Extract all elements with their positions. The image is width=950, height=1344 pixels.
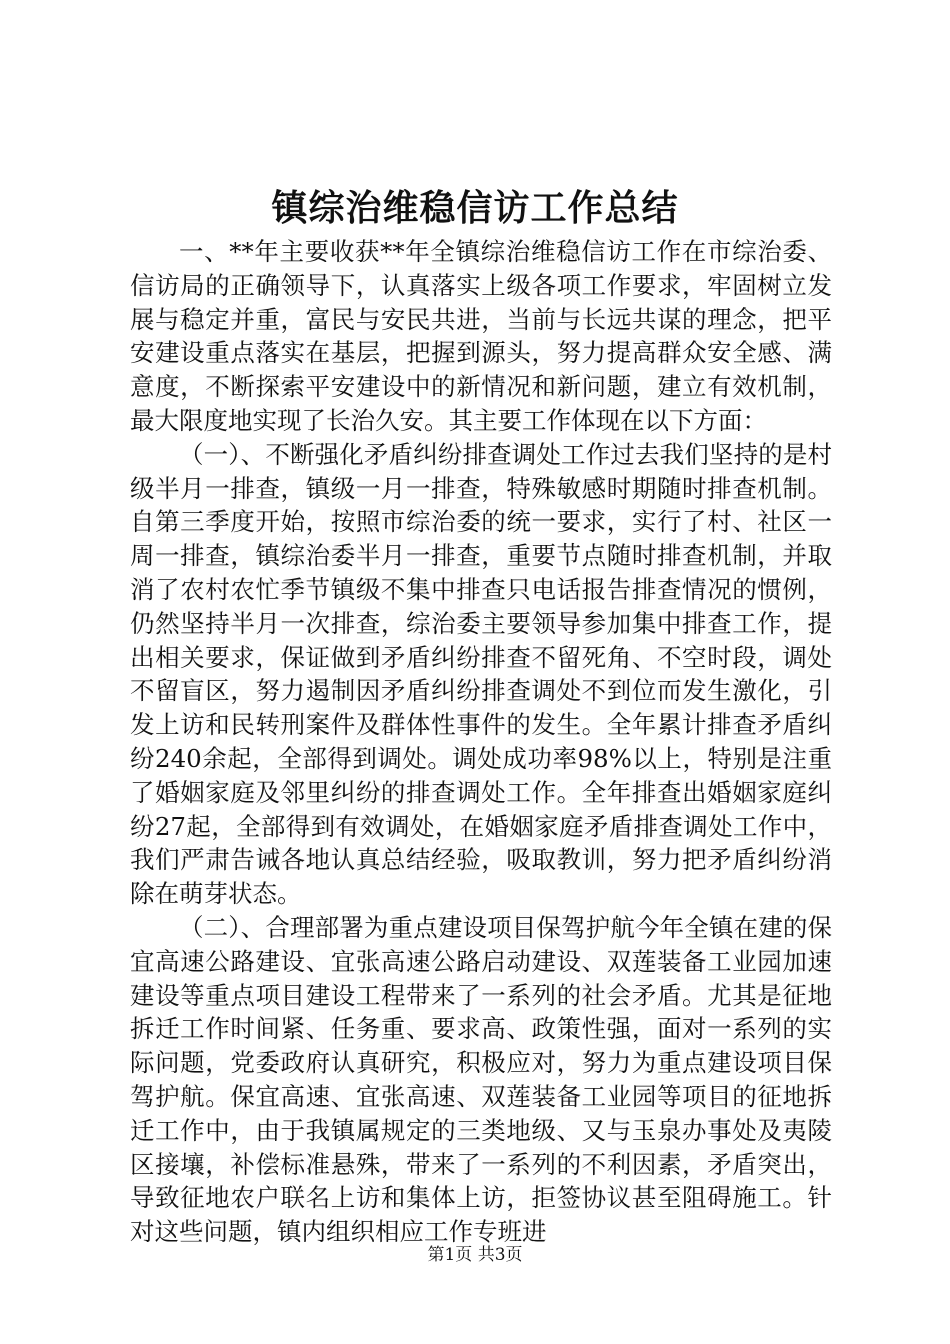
document-body xyxy=(130,235,832,1249)
paragraph-dispute-mediation: （一）、不断强化矛盾纠纷排查调处工作过去我们坚持的是村级半月一排查，镇级一月一排查，特殊敏感时期随时排查机制。自第三季度开始，按照市综治委的统一要求，实行了村、社区一周一排查，镇综治委半月一排查，重要节点随时排查机制，并取消了农村农忙季节镇级不集中排查只电话报告排查情况的惯例，仍然坚持半月一次排查，综治委主要领导参加集中排查工作，提出相关要求，保证做到矛盾纠纷排查不留死角、不空时段，调处不留盲区，努力遏制因矛盾纠纷排查调处不到位而发生激化，引发上访和民转刑案件及群体性事件的发生。全年累计排查矛盾纠纷240余起，全部得到调处。调处成功率98%以上，特别是注重了婚姻家庭及邻里纠纷的排查调处工作。全年排查出婚姻家庭纠纷27起，全部得到有效调处，在婚姻家庭矛盾排查调处工作中，我们严肃告诫各地认真总结经验，吸取教训，努力把矛盾纠纷消除在萌芽状态。 xyxy=(130,439,832,909)
paragraph-summary: 一、**年主要收获**年全镇综治维稳信访工作在市综治委、信访局的正确领导下，认真落实上级各项工作要求，牢固树立发展与稳定并重，富民与安民共进，当前与长远共谋的理念，把平安建设重点落实在基层，把握到源头，努力提高群众安全感、满意度，不断探索平安建设中的新情况和新问题，建立有效机制，最大限度地实现了长治久安。其主要工作体现在以下方面： xyxy=(130,237,832,435)
document-title: 镇综治维稳信访工作总结 xyxy=(271,187,679,229)
page-footer: 第1页 共3页 xyxy=(427,1245,523,1265)
paragraph-key-projects: （二）、合理部署为重点建设项目保驾护航今年全镇在建的保宜高速公路建设、宜张高速公路启动建设、双莲装备工业园加速建设等重点项目建设工程带来了一系列的社会矛盾。尤其是征地拆迁工作时间紧、任务重、要求高、政策性强，面对一系列的实际问题，党委政府认真研究，积极应对，努力为重点建设项目保驾护航。保宜高速、宜张高速、双莲装备工业园等项目的征地拆迁工作中，由于我镇属规定的三类地级、又与玉泉办事处及夷陵区接壤，补偿标准悬殊，带来了一系列的不利因素，矛盾突出，导致征地农户联名上访和集体上访，拒签协议甚至阻碍施工。针对这些问题，镇内组织相应工作专班进 xyxy=(130,912,832,1247)
